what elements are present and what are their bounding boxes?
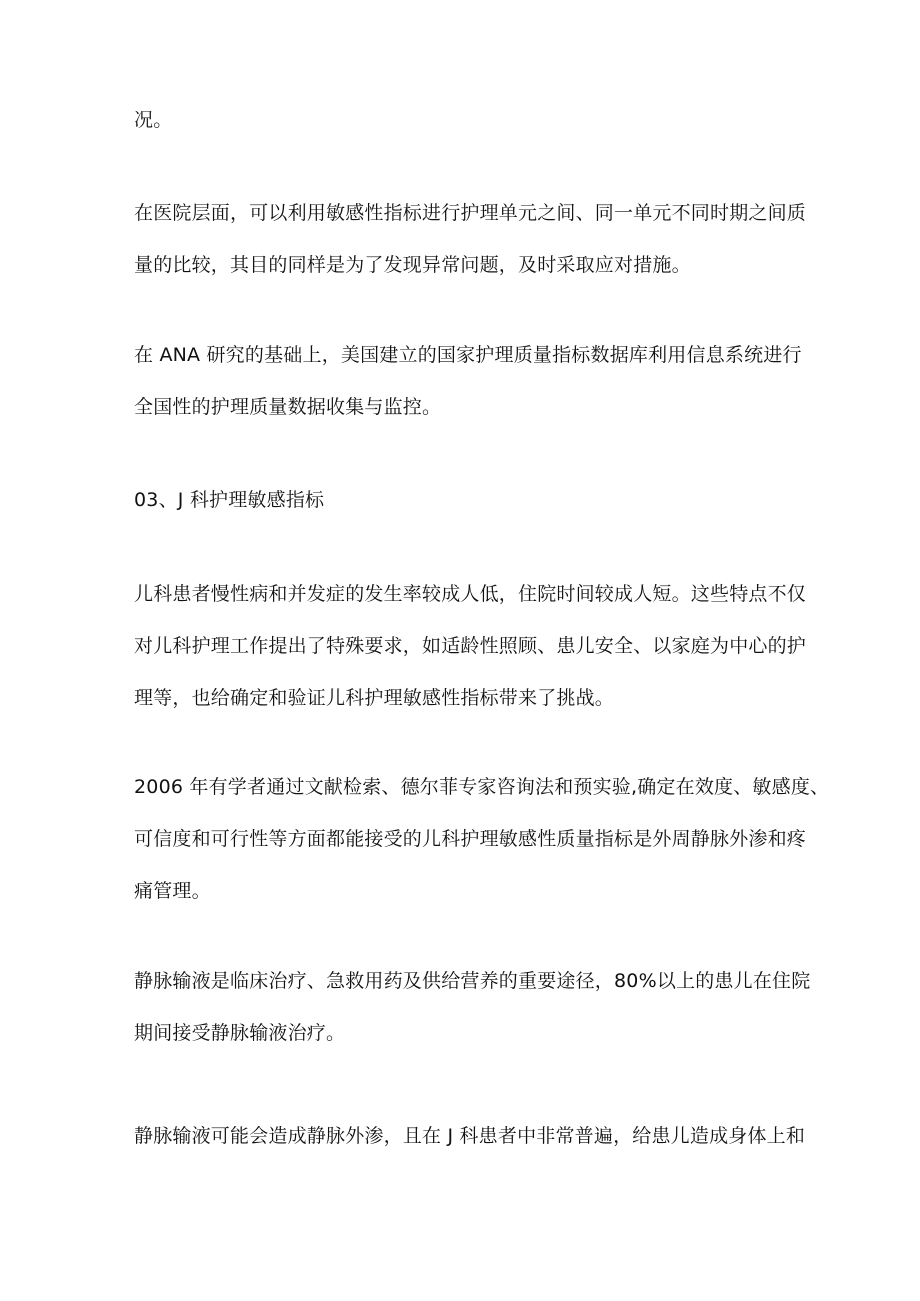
paragraph-8 (134, 1110, 806, 1162)
heading-text: 03、J 科护理敏感指标 (134, 489, 325, 511)
text-line: 儿科患者慢性病和并发症的发生率较成人低，住院时间较成人短。这些特点不仅 (134, 583, 807, 605)
paragraph-5 (134, 568, 807, 724)
text-line: 在医院层面，可以利用敏感性指标进行护理单元之间、同一单元不同时期之间质 (134, 202, 807, 224)
paragraph-1 (134, 94, 794, 146)
text-line: 2006 年有学者通过文献检索、德尔菲专家咨询法和预实验,确定在效度、敏感度、 (134, 776, 830, 798)
paragraph-3 (134, 329, 802, 433)
text-line: 量的比较，其目的同样是为了发现异常问题，及时采取应对措施。 (134, 254, 691, 276)
text-line: 全国性的护理质量数据收集与监控。 (134, 396, 442, 418)
text-line: 可信度和可行性等方面都能接受的儿科护理敏感性质量指标是外周静脉外渗和疼 (134, 828, 807, 850)
text-line: 静脉输液是临床治疗、急救用药及供给营养的重要途径，80%以上的患儿在住院 (134, 970, 811, 992)
text-line: 理等，也给确定和验证儿科护理敏感性指标带来了挑战。 (134, 687, 615, 709)
text-line: 期间接受静脉输液治疗。 (134, 1022, 346, 1044)
section-heading (134, 474, 794, 526)
text-line: 静脉输液可能会造成静脉外渗，且在 J 科患者中非常普遍，给患儿造成身体上和 (134, 1125, 806, 1147)
paragraph-2 (134, 187, 807, 291)
text-line: 对儿科护理工作提出了特殊要求，如适龄性照顾、患儿安全、以家庭为中心的护 (134, 635, 807, 657)
paragraph-6 (134, 761, 830, 917)
paragraph-7 (134, 955, 811, 1059)
text-line: 况。 (134, 109, 173, 131)
text-line: 在 ANA 研究的基础上，美国建立的国家护理质量指标数据库利用信息系统进行 (134, 344, 802, 366)
text-line: 痛管理。 (134, 880, 211, 902)
